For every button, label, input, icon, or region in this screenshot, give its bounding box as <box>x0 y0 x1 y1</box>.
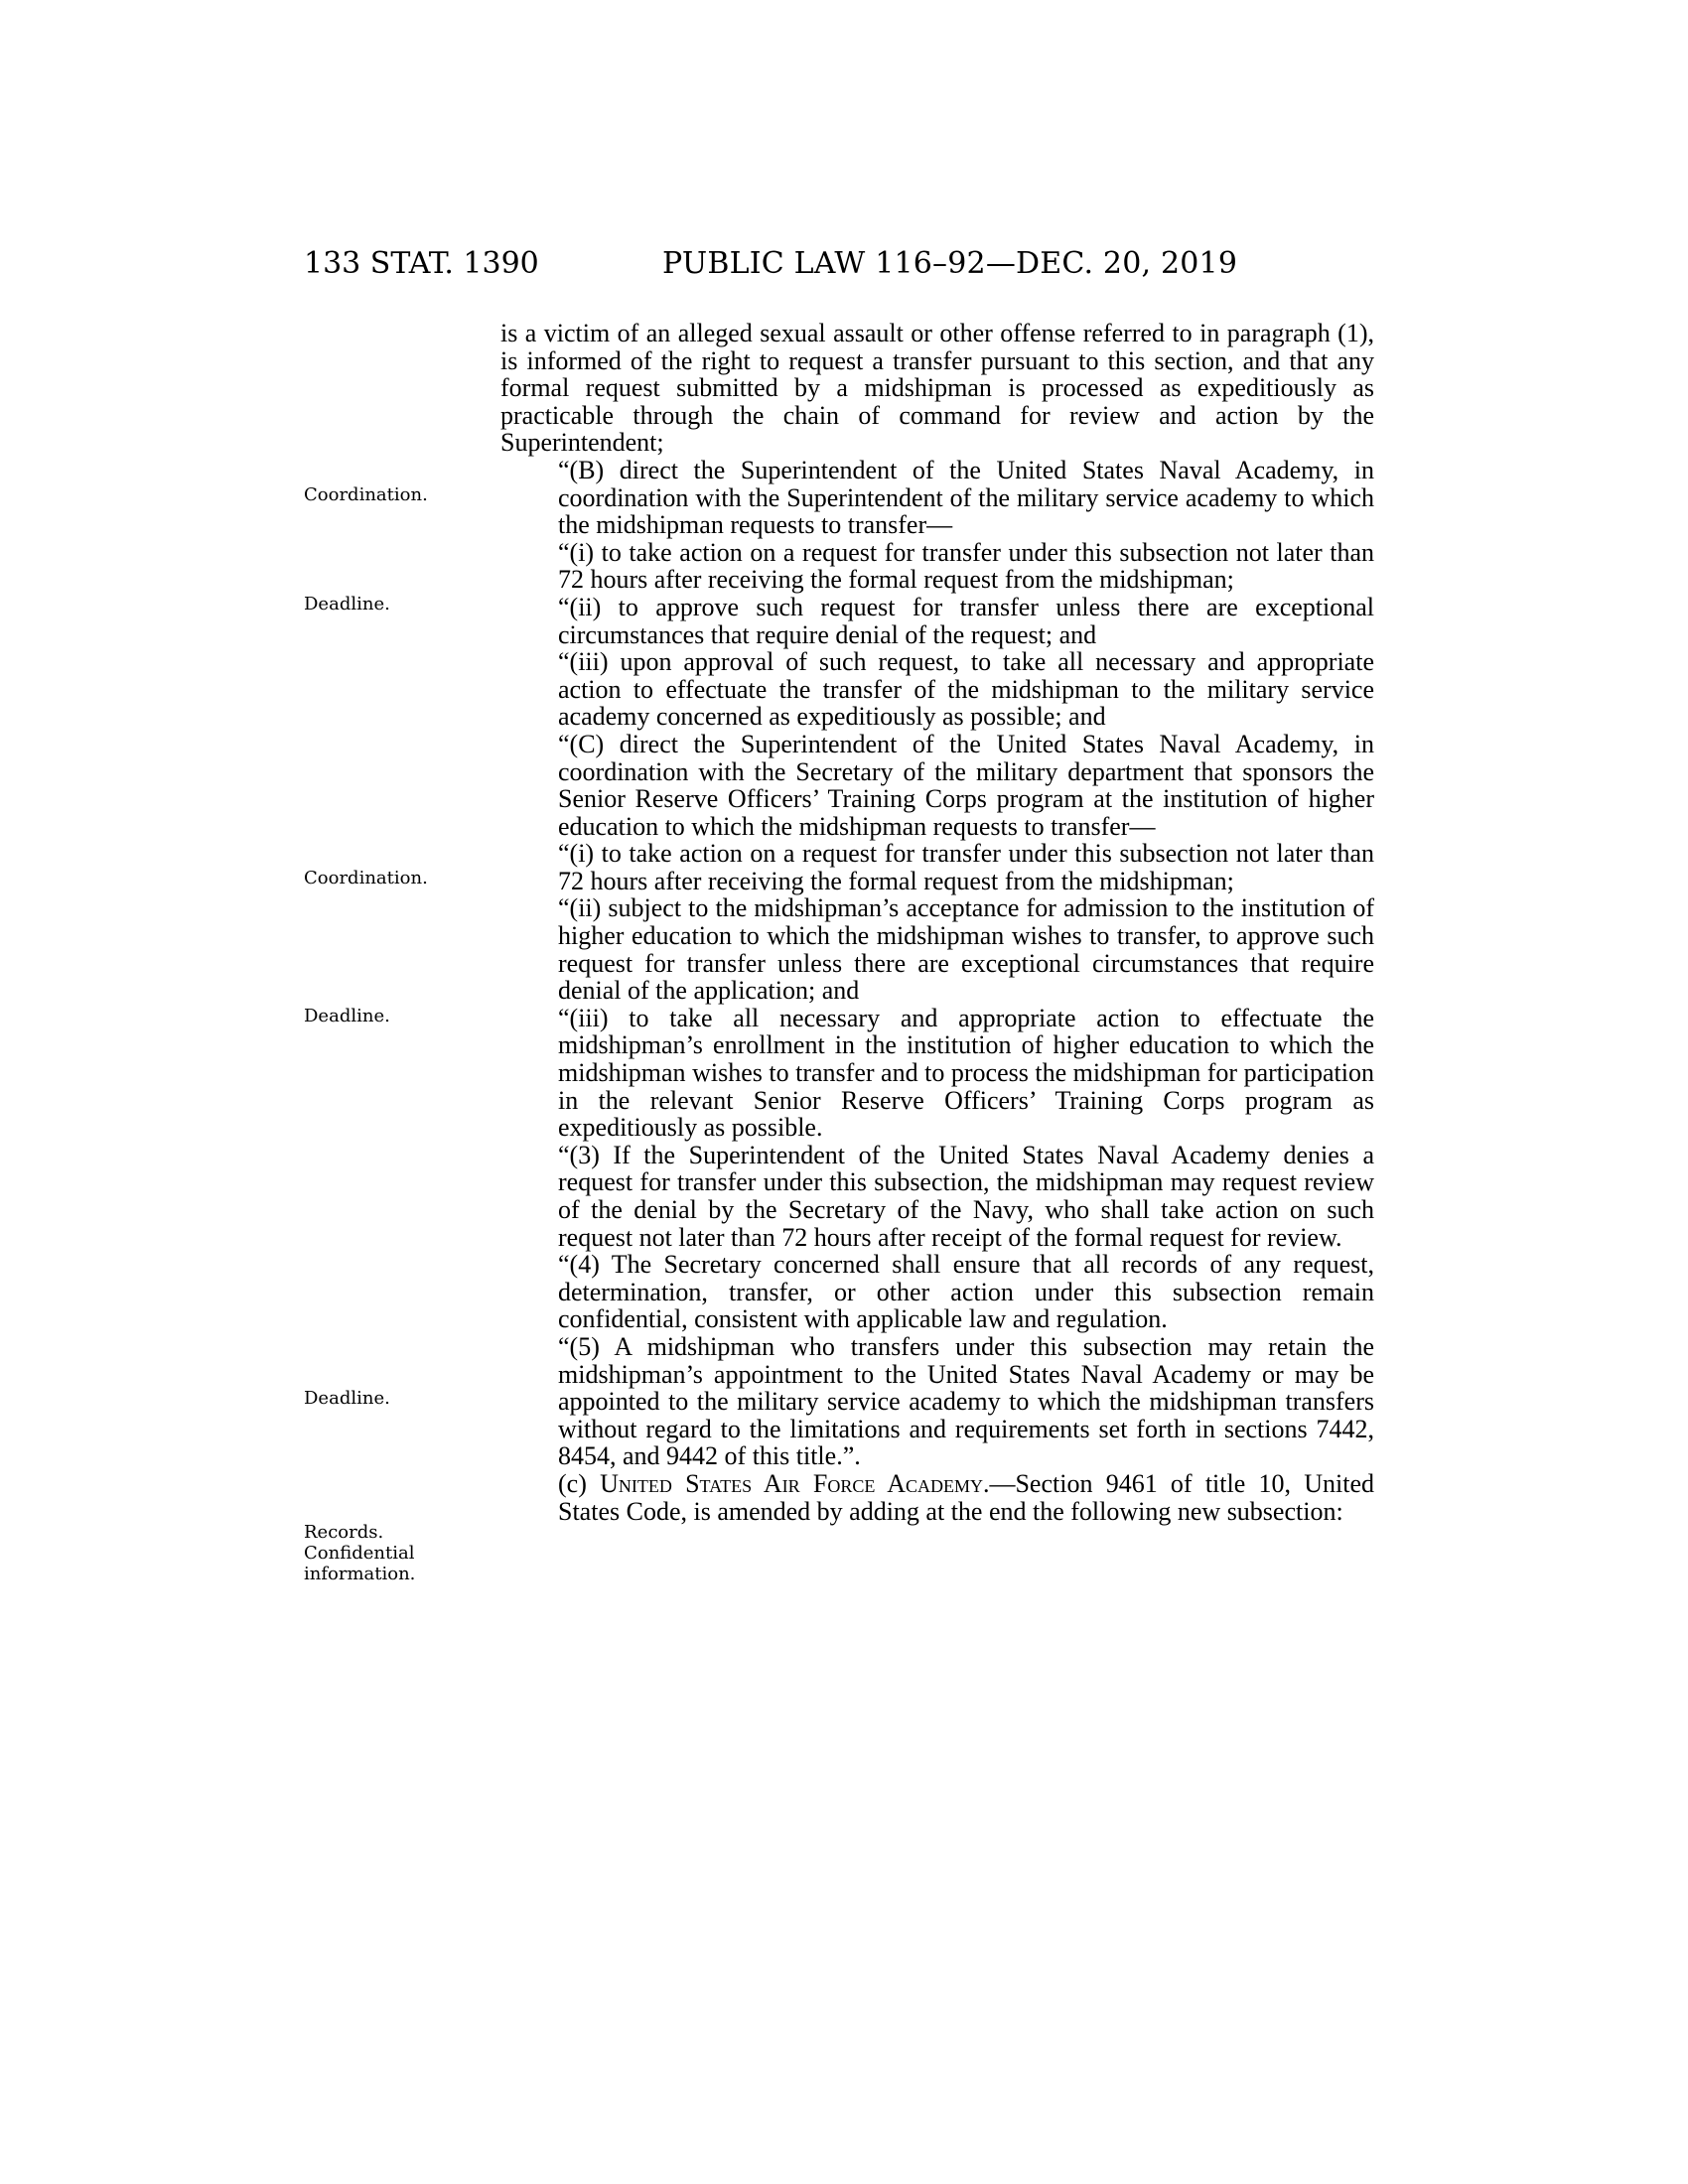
margin-note-records <box>304 1522 453 1584</box>
paragraph: is a victim of an alleged sexual assault or other offense referred to in paragraph (1), is informed of the right to request a transfer pursuant to this section, and that any formal request submitted by a midshipman is processed as expeditiously as practicable through the chain of command for review and action by the Superintendent; <box>500 319 1374 458</box>
margin-note-coordination <box>304 484 453 505</box>
paragraph: “(3) If the Superintendent of the United States Naval Academy denies a request for transfer under this subsection, the midshipman may request review of the denial by the Secretary of the Navy, who shall take action on such request not later than 72 hours after receipt of the formal request for review. <box>558 1140 1374 1252</box>
statute-body <box>500 320 1374 1525</box>
statute-page-reference: 133 STAT. 1390 <box>304 246 539 281</box>
paragraph: “(C) direct the Superintendent of the United States Naval Academy, in coordination with the Secretary of the military department that sponsors the Senior Reserve Officers’ Training Corps program at the institution of higher education to which the midshipman requests to transfer— <box>558 729 1374 841</box>
paragraph: “(B) direct the Superintendent of the United States Naval Academy, in coordination with the Superintendent of the military service academy to which the midshipman requests to transfer— <box>558 455 1374 540</box>
margin-note-text: Deadline. <box>304 1388 390 1409</box>
paragraph: “(iii) to take all necessary and appropriate action to effectuate the midshipman’s enrollment in the institution of higher education to which the midshipman wishes to transfer and to process the midshipman for participation in the relevant Senior Reserve Officers’ Training Corps program as expeditiously as possible. <box>558 1003 1374 1143</box>
margin-note-text: Coordination. <box>304 868 428 888</box>
paragraph: “(5) A midshipman who transfers under this subsection may retain the midshipman’s appointment to the United States Naval Academy or may be appointed to the military service academy to which the midshipman transfers without regard to the limitations and requirements set forth in sections 7442, 8454, and 9442 of this title.”. <box>558 1331 1374 1471</box>
subsection-heading: United States Air Force Academy <box>600 1468 983 1498</box>
paragraph: “(ii) subject to the midshipman’s acceptance for admission to the institution of higher education to which the midshipman wishes to transfer, to approve such request for transfer unless there are exceptional circumstances that require denial of the application; and <box>558 893 1374 1006</box>
margin-note-text: Records. <box>304 1522 384 1543</box>
margin-note-text: Coordination. <box>304 484 428 505</box>
page-header <box>0 244 1688 284</box>
margin-note-text: information. <box>304 1564 416 1584</box>
margin-note-text: Deadline. <box>304 1006 390 1026</box>
paragraph: “(ii) to approve such request for transfer unless there are exceptional circumstances that require denial of the request; and <box>558 592 1374 649</box>
subsection-text: .—Section 9461 of title 10, United States Code, is amended by adding at the end the following new subsection: <box>558 1468 1374 1526</box>
paragraph: “(iii) upon approval of such request, to take all necessary and appropriate action to effectuate the transfer of the midshipman to the military service academy concerned as expeditiously as possible; and <box>558 647 1374 732</box>
subsection-label: (c) <box>558 1468 601 1498</box>
paragraph: “(i) to take action on a request for transfer under this subsection not later than 72 hours after receiving the formal request from the midshipman; <box>558 537 1374 595</box>
margin-note-text: Deadline. <box>304 594 390 614</box>
margin-note-deadline <box>304 594 453 614</box>
margin-note-text: Confidential <box>304 1543 415 1564</box>
paragraph: “(4) The Secretary concerned shall ensure that all records of any request, determination, transfer, or other action under this subsection remain confidential, consistent with applicable law and regulation. <box>558 1250 1374 1334</box>
law-title: PUBLIC LAW 116–92—DEC. 20, 2019 <box>662 246 1238 281</box>
margin-note-deadline <box>304 1388 453 1409</box>
margin-note-coordination <box>304 868 453 888</box>
paragraph: “(i) to take action on a request for transfer under this subsection not later than 72 hours after receiving the formal request from the midshipman; <box>558 839 1374 895</box>
margin-note-deadline <box>304 1006 453 1026</box>
paragraph <box>500 1470 1374 1525</box>
